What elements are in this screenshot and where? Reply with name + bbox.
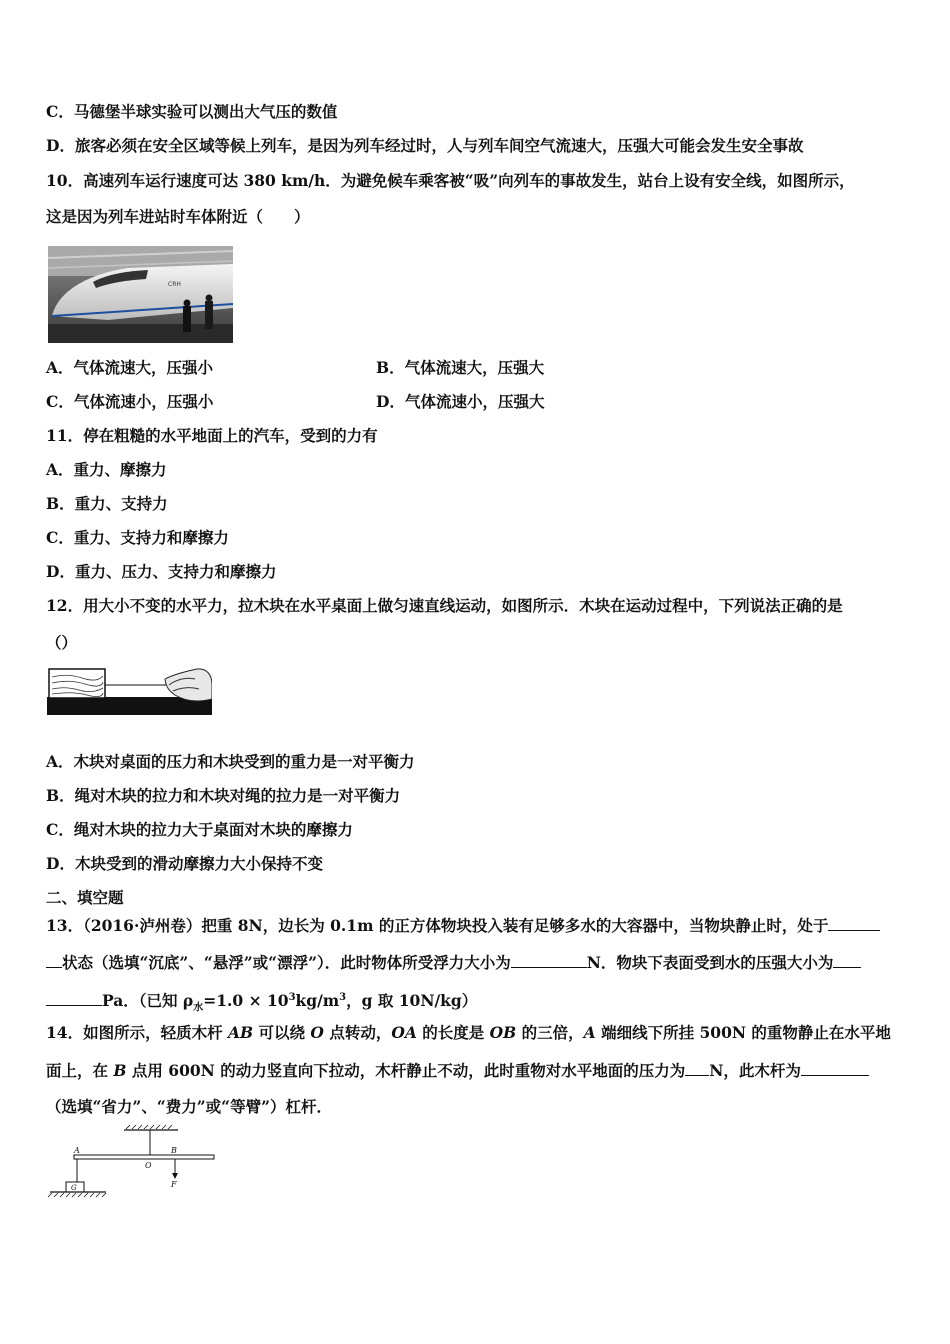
q14-blank-2[interactable] [801,1059,869,1076]
q14-blank-1[interactable] [685,1059,709,1076]
q14-label-oa: OA [391,1023,417,1042]
train-logo-text: CRH [168,281,181,288]
q14-text-1c: 点转动， [323,1023,392,1042]
q11-option-b: B．重力、支持力 [46,494,168,513]
train-photo [48,246,233,343]
q14-label-ab: AB [227,1023,254,1042]
lever-label-f: F [171,1180,177,1189]
q14-line2 [46,1059,869,1081]
q13-blank-1b[interactable] [46,951,62,968]
q13-blank-1a[interactable] [828,914,880,931]
q13-text-2a: 状态（选填“沉底”、“悬浮”或“漂浮”）．此时物体所受浮力大小为 [62,953,511,972]
q13-text-3b: =1.0 × 10 [203,991,289,1011]
q10-option-a: A．气体流速大，压强小 [46,358,214,377]
q14-text-1e: 的三倍， [516,1023,584,1042]
q12-stem-line2: （） [46,633,78,652]
q10-stem-line1: 10．高速列车运行速度可达 380 km/h．为避免候车乘客被“吸”向列车的事故发生，站台上设有安全线，如图所示， [46,171,855,190]
q12-option-d: D．木块受到的滑动摩擦力大小保持不变 [46,854,323,873]
q14-line1 [46,1023,891,1043]
lever-label-b: B [171,1146,177,1155]
q13-unit-exponent: 3 [339,992,347,1003]
q13-text-1: 13．（2016·泸州卷）把重 8N，边长为 0.1m 的正方体物块投入装有足够多水的大容器中，当物块静止时，处于 [46,916,829,935]
q14-label-o: O [310,1023,324,1042]
q14-text-1b: 可以绕 [253,1023,311,1042]
q14-text-1a: 14．如图所示，轻质木杆 [46,1023,228,1042]
q13-text-3d: ，g 取 10N/kg） [346,991,478,1011]
q10-option-c: C．气体流速小，压强小 [46,392,214,411]
q10-option-d: D．气体流速小，压强大 [376,392,545,411]
q13-rho-subscript: 水 [193,1002,204,1014]
q14-label-a: A [583,1023,596,1042]
lever-figure [46,1124,221,1198]
q13-text-3c: kg/m [295,991,340,1011]
q13-blank-3a[interactable] [833,951,861,968]
q12-option-b: B．绳对木块的拉力和木块对绳的拉力是一对平衡力 [46,786,401,805]
section-title: 二、填空题 [46,888,124,907]
q13-line3 [46,988,477,1018]
q13-exponent: 3 [288,992,296,1003]
q13-blank-2[interactable] [511,951,587,968]
weight-label-g: G [71,1184,77,1192]
q12-option-c: C．绳对木块的拉力大于桌面对木块的摩擦力 [46,820,353,839]
q12-stem-line1: 12．用大小不变的水平力，拉木块在水平桌面上做匀速直线运动，如图所示．木块在运动过程中，下列说法正确的是 [46,596,843,615]
q11-option-a: A．重力、摩擦力 [46,460,167,479]
q14-text-2a: 面上，在 [46,1061,114,1080]
q13-text-2b: N．物块下表面受到水的压强大小为 [586,953,834,972]
q12-option-a: A．木块对桌面的压力和木块受到的重力是一对平衡力 [46,752,415,771]
q11-option-c: C．重力、支持力和摩擦力 [46,528,229,547]
block-pull-figure [47,665,212,715]
lever-label-o: O [145,1161,152,1170]
lever-label-a: A [74,1146,80,1155]
q10-option-b: B．气体流速大，压强大 [376,358,545,377]
q14-line3: （选填“省力”、“费力”或“等臂”）杠杆． [46,1097,332,1116]
q14-label-ob: OB [489,1023,517,1042]
prev-option-c: C．马德堡半球实验可以测出大气压的数值 [46,102,338,121]
prev-option-d: D．旅客必须在安全区域等候上列车，是因为列车经过时，人与列车间空气流速大，压强大可能会发生安全事故 [46,136,804,155]
q14-text-1f: 端细线下所挂 500N 的重物静止在水平地 [595,1023,891,1042]
q13-line2 [46,951,861,973]
q14-label-b: B [113,1061,127,1080]
q14-text-2c: N，此木杆为 [709,1061,801,1080]
q13-line1 [46,914,880,936]
q11-stem: 11．停在粗糙的水平地面上的汽车，受到的力有 [46,426,378,445]
q13-blank-3b[interactable] [46,989,102,1006]
q10-stem-line2: 这是因为列车进站时车体附近（ ） [46,207,310,226]
q14-text-1d: 的长度是 [416,1023,490,1042]
q14-text-2b: 点用 600N 的动力竖直向下拉动，木杆静止不动，此时重物对水平地面的压力为 [126,1061,686,1080]
q11-option-d: D．重力、压力、支持力和摩擦力 [46,562,277,581]
q13-text-3a: Pa．（已知 ρ [102,991,194,1011]
